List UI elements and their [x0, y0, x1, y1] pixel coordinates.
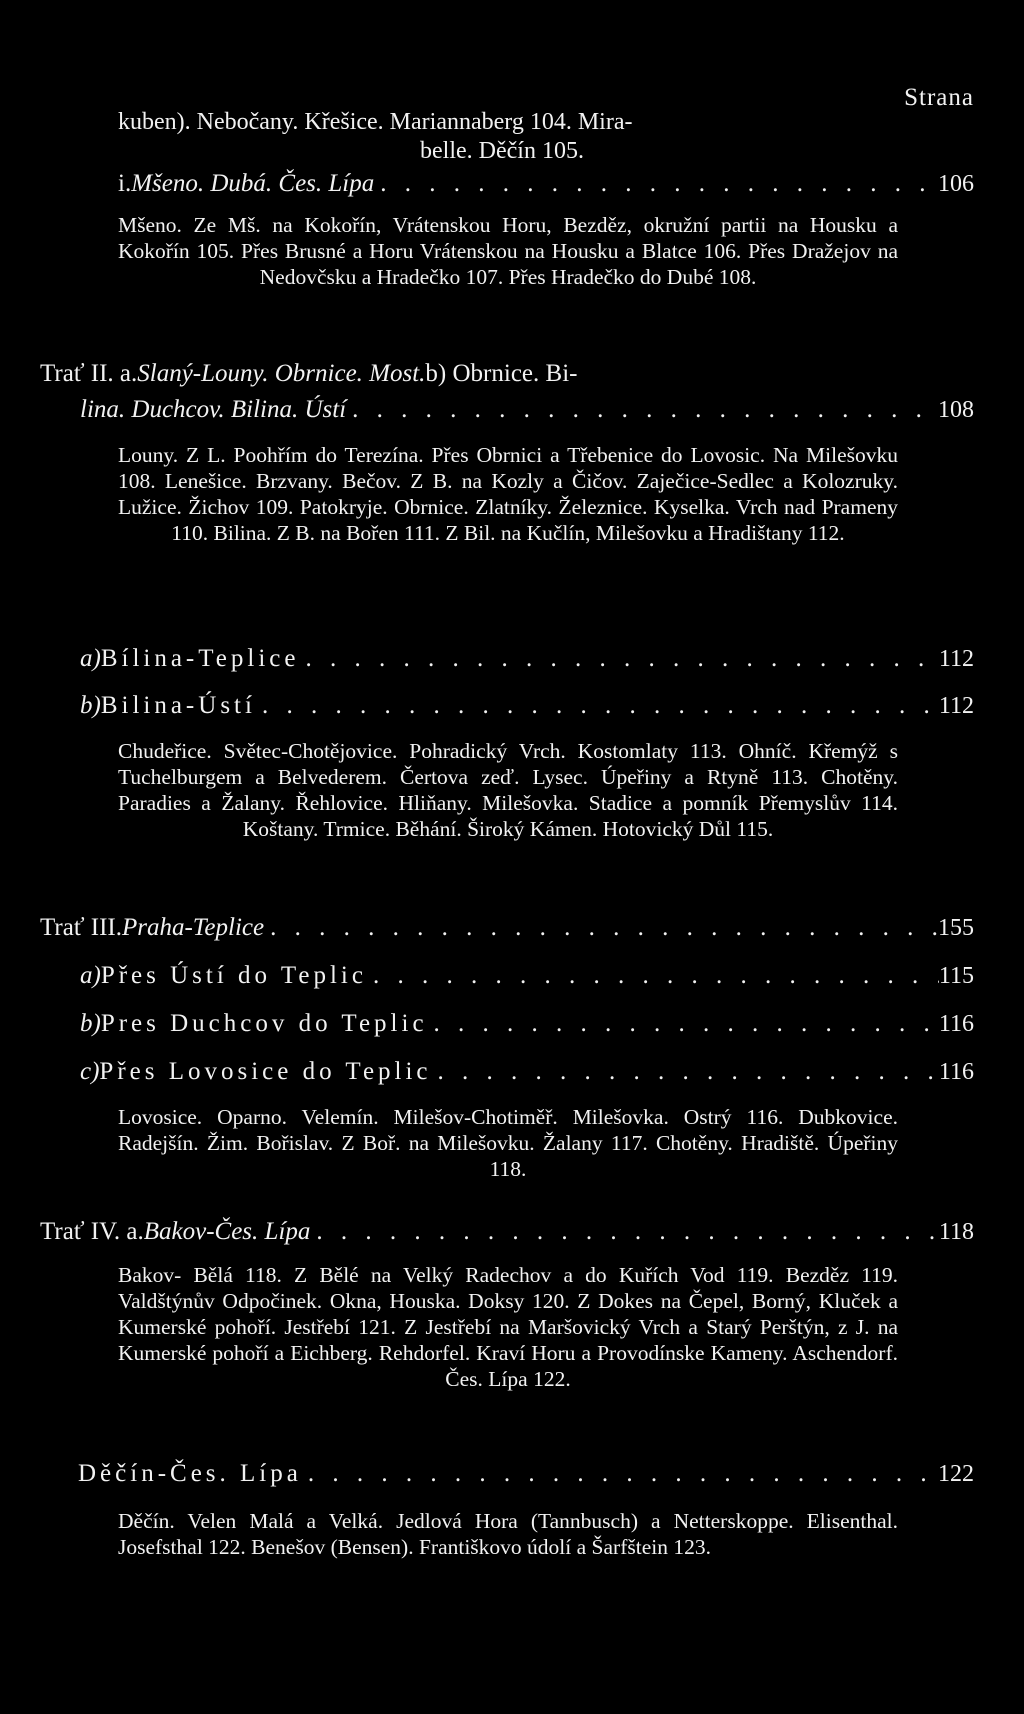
toc-title-rest: b) Obrnice. Bi-	[425, 360, 578, 387]
toc-title: Přes Ústí do Teplic	[100, 962, 367, 989]
toc-page: 118	[938, 1219, 974, 1245]
leader-dots	[346, 396, 938, 424]
toc-entry-pres-duchcov	[80, 1010, 974, 1044]
leader-dots	[264, 914, 938, 942]
toc-page: 116	[938, 1059, 974, 1085]
leader-dots	[302, 1460, 938, 1488]
toc-page: 155	[938, 915, 974, 941]
toc-entry-pres-lovosice	[80, 1058, 974, 1092]
paragraph-lovosice: Lovosice. Oparno. Velemín. Milešov-Chotiměř. Milešovka. Ostrý 116. Dubkovice. Radejšín. Žim. Bořislav. Z Boř. na Milešovku. Žalany 117. Chotěny. Hradiště. Úpeřiny 118.	[118, 1105, 898, 1181]
toc-prefix: i.	[118, 170, 132, 197]
leader-dots	[432, 1058, 939, 1086]
leader-dots	[428, 1010, 939, 1038]
toc-page: 106	[938, 171, 974, 197]
toc-entry-bilina-teplice	[80, 645, 974, 679]
toc-title: Pres Duchcov do Teplic	[100, 1010, 428, 1037]
toc-title: Slaný-Louny. Obrnice. Most.	[137, 360, 426, 387]
toc-entry-pres-usti	[80, 962, 974, 996]
toc-entry-bilina-usti	[80, 692, 974, 726]
paragraph-chuderice: Chudeřice. Světec-Chotějovice. Pohradický Vrch. Kostomlaty 113. Ohníč. Křemýž s Tuchelburgem a Belvederem. Čertova zeď. Lysec. Úpeřiny a Rtyně 113. Chotěny. Paradies a Žalany. Řehlovice. Hliňany. Milešovka. Stadice a pomník Přemyslův 114. Koštany. Trmice. Běhání. Široký Kámen. Hotovický Důl 115.	[118, 739, 898, 841]
toc-page: 112	[938, 646, 974, 672]
toc-title: Bílina-Teplice	[100, 645, 300, 672]
paragraph-bakov: Bakov- Bělá 118. Z Bělé na Velký Radechov a do Kuřích Vod 119. Bezděz 119. Valdštýnův Odpočinek. Okna, Houska. Doksy 120. Z Dokes na Čepel, Borný, Kluček a Kumerské pohoří. Jestřebí 121. Z Jestřebí na Maršovický Vrch a Starý Perštýn, z J. na Kumerské pohoří a Eichberg. Rehdorfel. Kraví Horu a Provodínske Kameny. Aschendorf. Čes. Lípa 122.	[118, 1263, 898, 1391]
toc-title: Děčín-Čes. Lípa	[78, 1460, 302, 1487]
leader-dots	[310, 1218, 939, 1246]
toc-entry-decin	[78, 1460, 974, 1494]
toc-page: 122	[938, 1461, 974, 1487]
toc-prefix: a)	[80, 645, 101, 672]
toc-page: 112	[938, 693, 974, 719]
toc-page: 108	[938, 397, 974, 423]
toc-page: 116	[938, 1011, 974, 1037]
paragraph-louny: Louny. Z L. Poohřím do Terezína. Přes Obrnici a Třebenice do Lovosic. Na Milešovku 108. Lenešice. Brzvany. Bečov. Z B. na Kozly a Čičov. Zaječice-Sedlec a Kolozruky. Lužice. Žichov 109. Patokryje. Obrnice. Zlatníky. Železnice. Kyselka. Vrch nad Prameny 110. Bilina. Z B. na Bořen 111. Z Bil. na Kučlín, Milešovku a Hradištany 112.	[118, 443, 898, 545]
toc-prefix: b)	[80, 1010, 101, 1037]
intro-line-2: belle. Děčín 105.	[420, 138, 584, 164]
toc-title: Mšeno. Dubá. Čes. Lípa	[131, 170, 375, 197]
toc-title: Bakov-Čes. Lípa	[143, 1218, 311, 1245]
toc-prefix: a)	[80, 962, 101, 989]
toc-page: 115	[938, 963, 974, 989]
toc-entry-mseno	[118, 170, 974, 204]
toc-title: Praha-Teplice	[121, 914, 265, 941]
paragraph-mseno: Mšeno. Ze Mš. na Kokořín, Vrátenskou Horu, Bezděz, okružní partii na Housku a Kokořín 105. Přes Brusné a Horu Vrátenskou na Housku a Blatce 106. Přes Dražejov na Nedovčsku a Hradečko 107. Přes Hradečko do Dubé 108.	[118, 213, 898, 289]
paragraph-decin: Děčín. Velen Malá a Velká. Jedlová Hora (Tannbusch) a Netterskoppe. Elisenthal. Josefsthal 122. Benešov (Bensen). Františkovo údolí a Šarfštein 123.	[118, 1509, 898, 1559]
toc-entry-trat-3	[40, 914, 974, 948]
toc-prefix: Trať IV. a.	[40, 1218, 144, 1245]
intro-line-1: kuben). Nebočany. Křešice. Mariannaberg 104. Mira-	[118, 109, 633, 135]
toc-entry-trat-2-cont	[80, 396, 974, 430]
page-column-header: Strana	[904, 84, 974, 111]
toc-entry-trat-2	[40, 360, 974, 394]
toc-entry-trat-4	[40, 1218, 974, 1252]
leader-dots	[367, 962, 939, 990]
toc-title: Přes Lovosice do Teplic	[99, 1058, 432, 1085]
toc-title: lina. Duchcov. Bilina. Ústí	[80, 396, 347, 423]
toc-prefix: Trať II. a.	[40, 360, 138, 387]
leader-dots	[374, 170, 938, 198]
toc-prefix: c)	[80, 1058, 100, 1085]
toc-prefix: Trať III.	[40, 914, 122, 941]
toc-prefix: b)	[80, 692, 101, 719]
leader-dots	[299, 645, 938, 673]
toc-title: Bilina-Ústí	[100, 692, 256, 719]
leader-dots	[256, 692, 939, 720]
